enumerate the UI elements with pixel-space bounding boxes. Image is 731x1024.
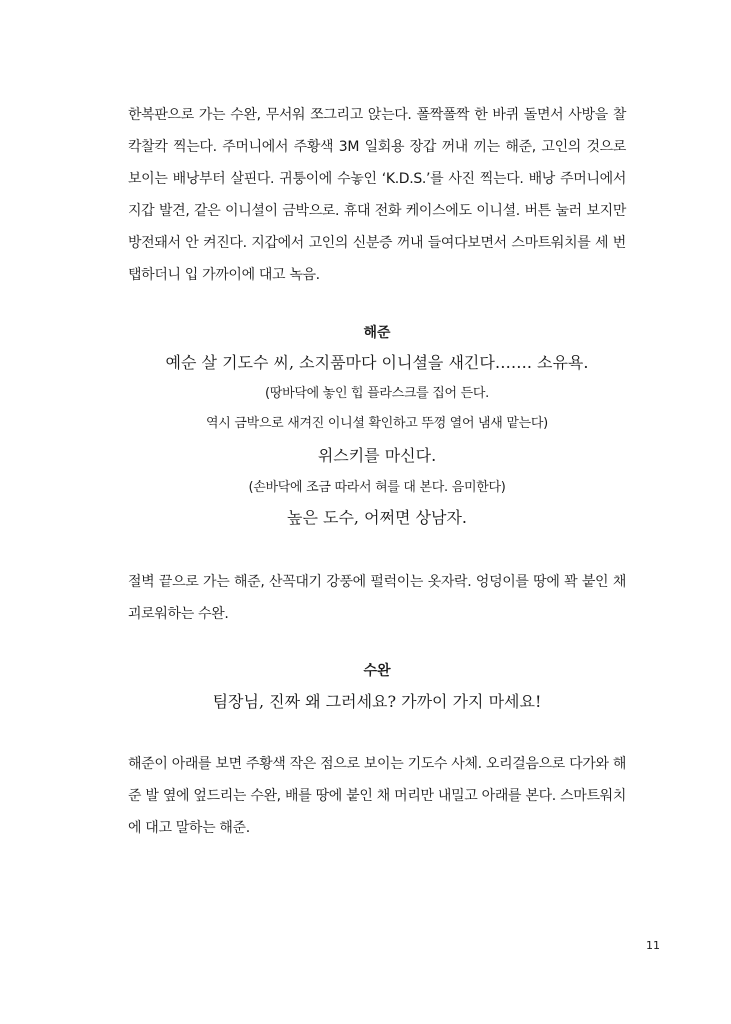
page-number: 11 bbox=[646, 939, 660, 952]
dialogue-line: 팀장님, 진짜 왜 그러세요? 가까이 가지 마세요! bbox=[212, 692, 542, 711]
action-paragraph: 해준이 아래를 보면 주황색 작은 점으로 보이는 기도수 사체. 오리걸음으로 다가와 해준 발 옆에 엎드리는 수완, 배를 땅에 붙인 채 머리만 내밀고 아래를 본다. 스마트워치에 대고 말하는 해준. bbox=[128, 756, 626, 836]
action-paragraph: 절벽 끝으로 가는 해준, 산꼭대기 강풍에 펄럭이는 옷자락. 엉덩이를 땅에 꽉 붙인 채 괴로워하는 수완. bbox=[128, 574, 626, 622]
dialogue-line: 높은 도수, 어쩌면 상남자. bbox=[287, 508, 467, 527]
parenthetical: (땅바닥에 놓인 힙 플라스크를 집어 든다. bbox=[265, 386, 489, 401]
action-paragraph: 한복판으로 가는 수완, 무서워 쪼그리고 앉는다. 폴짝폴짝 한 바퀴 돌면서 사방을 찰칵찰칵 찍는다. 주머니에서 주황색 3M 일회용 장갑 꺼내 끼는 해준, 고인의 것으로 보이는 배낭부터 살핀다. 귀퉁이에 수놓인 ‘K.D.S.’를 사진 찍는다. 배낭 주머니에서 지갑 발견, 같은 이니셜이 금박으로. 휴대 전화 케이스에도 이니셜. 버튼 눌러 보지만 방전돼서 안 켜진다. 지갑에서 고인의 신분증 꺼내 들여다보면서 스마트워치를 세 번 탭하더니 입 가까이에 대고 녹음. bbox=[128, 107, 626, 283]
parenthetical: (손바닥에 조금 따라서 혀를 대 본다. 음미한다) bbox=[248, 480, 506, 495]
speaker-name: 해준 bbox=[363, 325, 391, 341]
dialogue-line: 예순 살 기도수 씨, 소지품마다 이니셜을 새긴다……. 소유욕. bbox=[165, 353, 589, 372]
speaker-name: 수완 bbox=[363, 663, 391, 679]
dialogue-line: 위스키를 마신다. bbox=[317, 446, 437, 465]
parenthetical: 역시 금박으로 새겨진 이니셜 확인하고 뚜껑 열어 냄새 맡는다) bbox=[206, 416, 548, 431]
